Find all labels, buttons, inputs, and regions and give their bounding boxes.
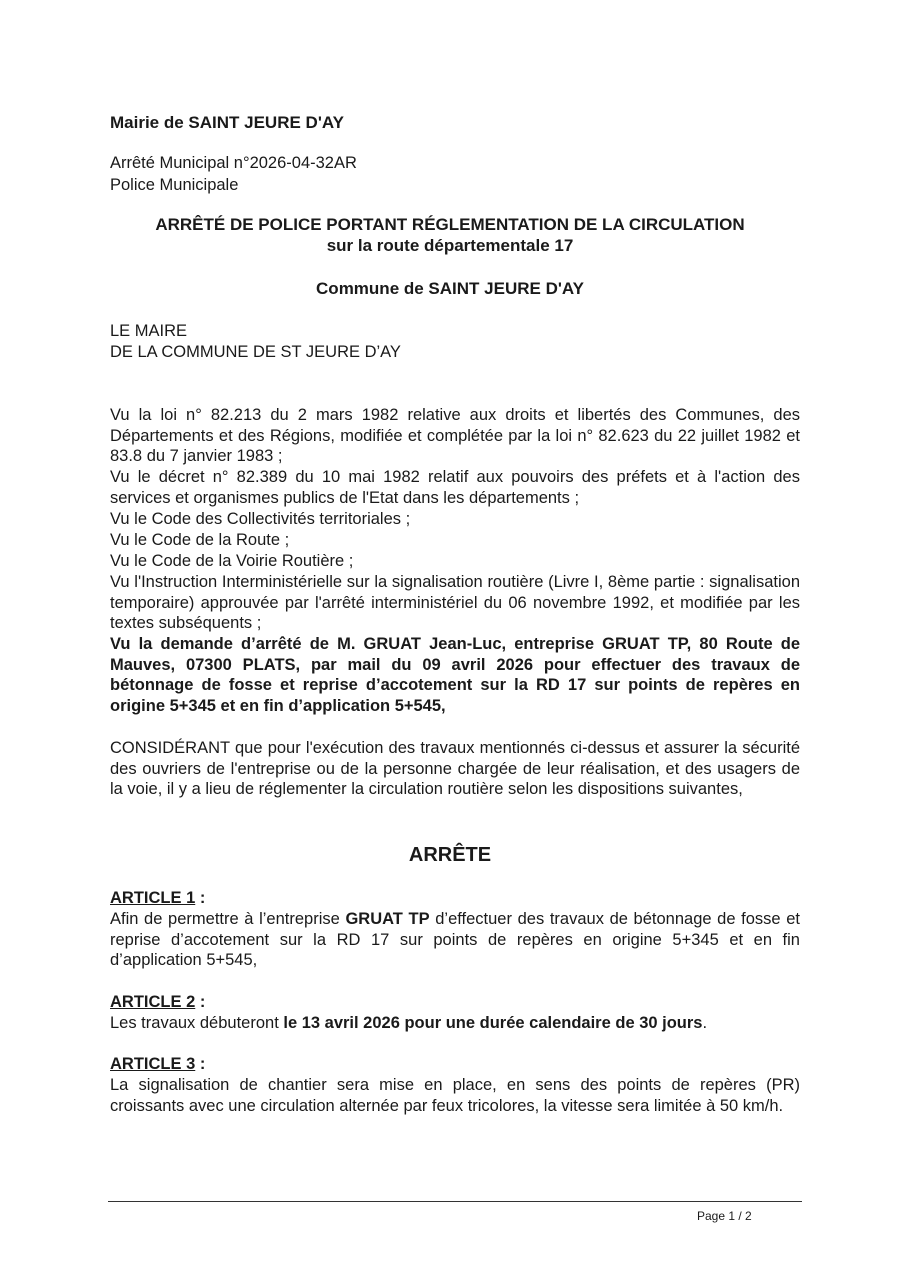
article-1-text-post: d’effectuer des travaux de bétonnage de fosse et reprise d’accotement sur la RD 17 sur points de repères en origine 5+345 et en fin d’application 5+545, xyxy=(110,910,800,969)
vu-instruction: Vu l'Instruction Interministérielle sur la signalisation routière (Livre I, 8ème partie : signalisation temporaire) approuvée par l'arrêté interministériel du 06 novembre 1992, et modifiée par les textes subséquents ; xyxy=(110,573,800,632)
article-2-text-post: . xyxy=(702,1014,708,1032)
article-2-title: ARTICLE 2 xyxy=(110,993,196,1011)
article-2-text-bold: le 13 avril 2026 pour une durée calendaire de 30 jours xyxy=(283,1014,703,1032)
article-1-text xyxy=(110,909,800,971)
considerant-paragraph: CONSIDÉRANT que pour l'exécution des travaux mentionnés ci-dessus et assurer la sécurité des ouvriers de l'entreprise ou de la personne chargée de leur réalisation, et des usagers de la voie, il y a lieu de réglementer la circulation routière selon les dispositions suivantes, xyxy=(110,739,800,798)
article-2-colon: : xyxy=(195,993,206,1011)
article-3-heading xyxy=(110,1054,205,1075)
vu-code-route: Vu le Code de la Route ; xyxy=(110,531,290,549)
commune-title: Commune de SAINT JEURE D'AY xyxy=(316,279,584,298)
article-1-heading xyxy=(110,888,205,909)
footer-divider xyxy=(108,1201,802,1202)
arrete-heading: ARRÊTE xyxy=(408,844,492,866)
article-3-colon: : xyxy=(195,1055,206,1073)
vu-code-voirie: Vu le Code de la Voirie Routière ; xyxy=(110,552,354,570)
article-2-text xyxy=(110,1013,800,1034)
article-3-title: ARTICLE 3 xyxy=(110,1055,196,1073)
vu-demande: Vu la demande d’arrêté de M. GRUAT Jean-Luc, entreprise GRUAT TP, 80 Route de Mauves, 07300 PLATS, par mail du 09 avril 2026 pour effectuer des travaux de bétonnage de fosse et reprise d’accotement sur la RD 17 sur points de repères en origine 5+345 et en fin d’application 5+545, xyxy=(110,635,800,715)
title-line-1: ARRÊTÉ DE POLICE PORTANT RÉGLEMENTATION DE LA CIRCULATION xyxy=(155,215,745,234)
article-1-text-pre: Afin de permettre à l’entreprise xyxy=(110,910,346,928)
article-3-text: La signalisation de chantier sera mise en place, en sens des points de repères (PR) croissants avec une circulation alternée par feux tricolores, la vitesse sera limitée à 50 km/h. xyxy=(110,1076,800,1115)
title-line-2: sur la route départementale 17 xyxy=(326,236,574,255)
maire-line-1: LE MAIRE xyxy=(110,322,188,340)
maire-line-2: DE LA COMMUNE DE ST JEURE D’AY xyxy=(110,343,401,361)
article-1-colon: : xyxy=(195,889,206,907)
article-2-heading xyxy=(110,992,205,1013)
mairie-header: Mairie de SAINT JEURE D'AY xyxy=(110,113,344,132)
article-1-text-bold: GRUAT TP xyxy=(345,910,430,928)
vu-decret: Vu le décret n° 82.389 du 10 mai 1982 relatif aux pouvoirs des préfets et à l'action des services et organismes publics de l'Etat dans les départements ; xyxy=(110,468,800,507)
vu-loi: Vu la loi n° 82.213 du 2 mars 1982 relative aux droits et libertés des Communes, des Départements et des Régions, modifiée et complétée par la loi n° 82.623 du 22 juillet 1982 et 83.8 du 7 janvier 1983 ; xyxy=(110,406,800,465)
article-1-title: ARTICLE 1 xyxy=(110,889,196,907)
vu-code-collectivites: Vu le Code des Collectivités territoriales ; xyxy=(110,510,411,528)
arrete-number: Arrêté Municipal n°2026-04-32AR xyxy=(110,154,357,172)
page-number: Page 1 / 2 xyxy=(697,1209,752,1223)
service-name: Police Municipale xyxy=(110,176,239,194)
article-2-text-pre: Les travaux débuteront xyxy=(110,1014,284,1032)
